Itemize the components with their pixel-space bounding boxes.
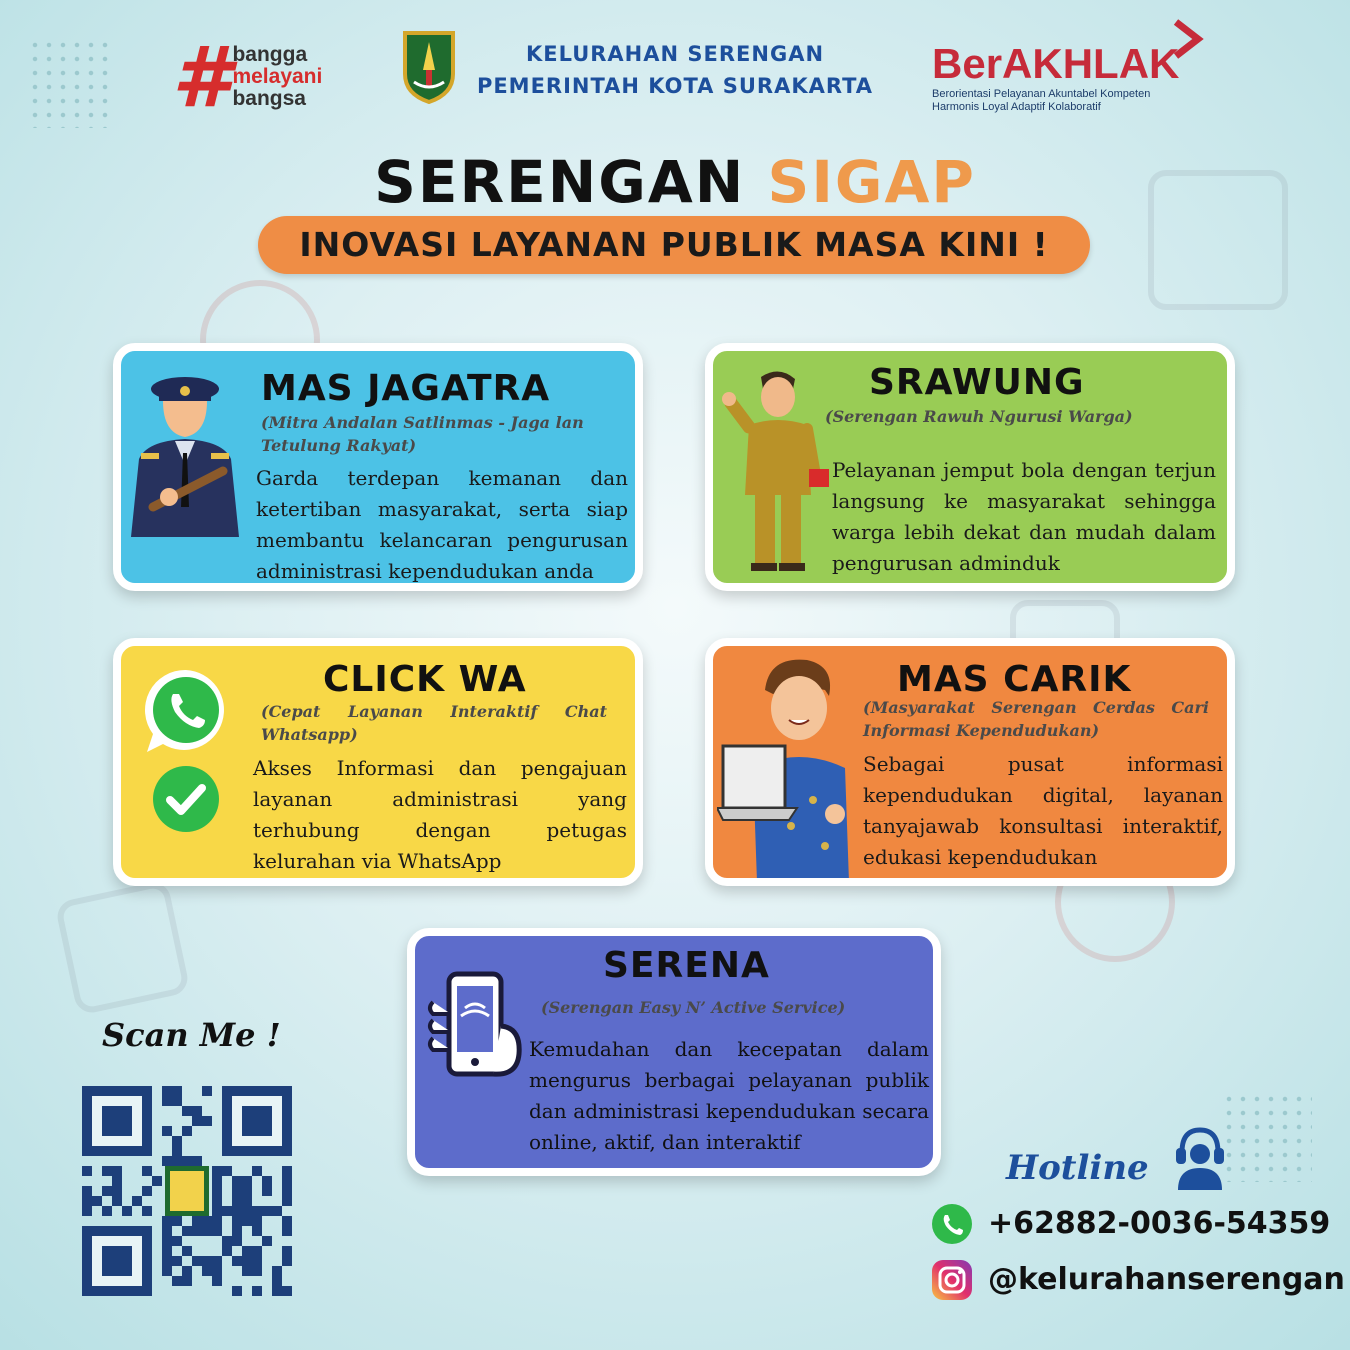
berakhlak-ber: Ber: [932, 40, 1003, 87]
scan-me-label: Scan Me !: [102, 1016, 281, 1054]
card-mas-jagatra: [113, 343, 643, 591]
kelurahan-line-1: KELURAHAN SERENGAN: [525, 42, 825, 66]
security-guard-icon: [123, 367, 251, 537]
card-description: Pelayanan jemput bola dengan terjun langsung ke masyarakat sehingga warga lebih dekat dan mudah dalam pengurusan adminduk: [832, 458, 1216, 575]
kelurahan-line-2: PEMERINTAH KOTA SURAKARTA: [476, 74, 874, 98]
officer-laptop-icon: [717, 650, 867, 882]
whatsapp-icon: [930, 1202, 974, 1246]
document-watermark: [54, 879, 190, 1015]
card-description: Sebagai pusat informasi kependudukan digital, layanan tanyajawab konsultasi interaktif, edukasi kependudukan: [863, 752, 1223, 869]
berakhlak-logo: [932, 40, 1212, 114]
tagline-banner: INOVASI LAYANAN PUBLIK MASA KINI !: [258, 216, 1090, 274]
card-title: CLICK WA: [323, 659, 527, 700]
card-subtitle: (Serengan Rawuh Ngurusi Warga): [825, 407, 1133, 426]
dot-pattern: [1222, 1092, 1312, 1182]
berakhlak-akhlak: AKHLAK: [1002, 40, 1180, 87]
title-part-2: SIGAP: [767, 148, 976, 216]
bangga-word-2: melayani: [232, 65, 323, 88]
bangga-word-1: bangga: [232, 43, 308, 66]
card-srawung: [705, 343, 1235, 591]
phone-hand-icon: [425, 968, 525, 1080]
card-title: MAS JAGATRA: [261, 368, 551, 409]
dot-pattern: [28, 38, 108, 128]
instagram-username: @kelurahanserengan: [988, 1262, 1345, 1297]
card-subtitle: (Cepat Layanan Interaktif Chat Whatsapp): [261, 702, 607, 744]
bangga-word-3: bangsa: [232, 87, 306, 110]
card-description: Kemudahan dan kecepatan dalam mengurus berbagai pelayanan publik dan administrasi kependudukan secara online, aktif, dan interaktif: [529, 1037, 929, 1154]
bangga-melayani-logo: [172, 28, 323, 126]
card-title: SRAWUNG: [869, 362, 1085, 403]
card-subtitle: (Masyarakat Serengan Cerdas Cari Informasi Kependudukan): [863, 698, 1209, 740]
page-title: [0, 146, 1350, 218]
card-description: Garda terdepan kemanan dan ketertiban masyarakat, serta siap membantu kelancaran pengurusan administrasi kependudukan anda: [256, 466, 628, 583]
instagram-icon: [930, 1258, 974, 1302]
chevron-right-icon: [1170, 18, 1204, 60]
hotline-phone[interactable]: [930, 1202, 1330, 1246]
berakhlak-tagline-1: Berorientasi Pelayanan Akuntabel Kompeten: [932, 88, 1151, 100]
card-click-wa: [113, 638, 643, 886]
hashtag-icon: #: [172, 28, 231, 126]
check-icon: [151, 764, 221, 834]
instagram-handle[interactable]: [930, 1258, 1345, 1302]
phone-number: +62882-0036-54359: [988, 1206, 1331, 1241]
berakhlak-tagline-2: Harmonis Loyal Adaptif Kolaboratif: [932, 101, 1101, 113]
qr-code[interactable]: [82, 1086, 292, 1296]
card-subtitle: (Mitra Andalan Satlinmas - Jaga lan Tetulung Rakyat): [261, 413, 584, 455]
card-title: MAS CARIK: [897, 659, 1132, 700]
whatsapp-icon: [141, 666, 231, 756]
title-part-1: SERENGAN: [374, 148, 746, 216]
card-serena: [407, 928, 941, 1176]
civil-servant-icon: [719, 363, 831, 573]
hotline-label: Hotline: [1006, 1148, 1149, 1188]
card-mas-carik: [705, 638, 1235, 886]
card-description: Akses Informasi dan pengajuan layanan administrasi yang terhubung dengan petugas kelurahan via WhatsApp: [253, 756, 627, 873]
kelurahan-heading: [470, 38, 880, 102]
card-title: SERENA: [603, 945, 770, 986]
card-subtitle: (Serengan Easy N’ Active Service): [541, 998, 846, 1017]
headset-icon: [1172, 1124, 1228, 1190]
surakarta-crest-icon: [402, 30, 456, 104]
